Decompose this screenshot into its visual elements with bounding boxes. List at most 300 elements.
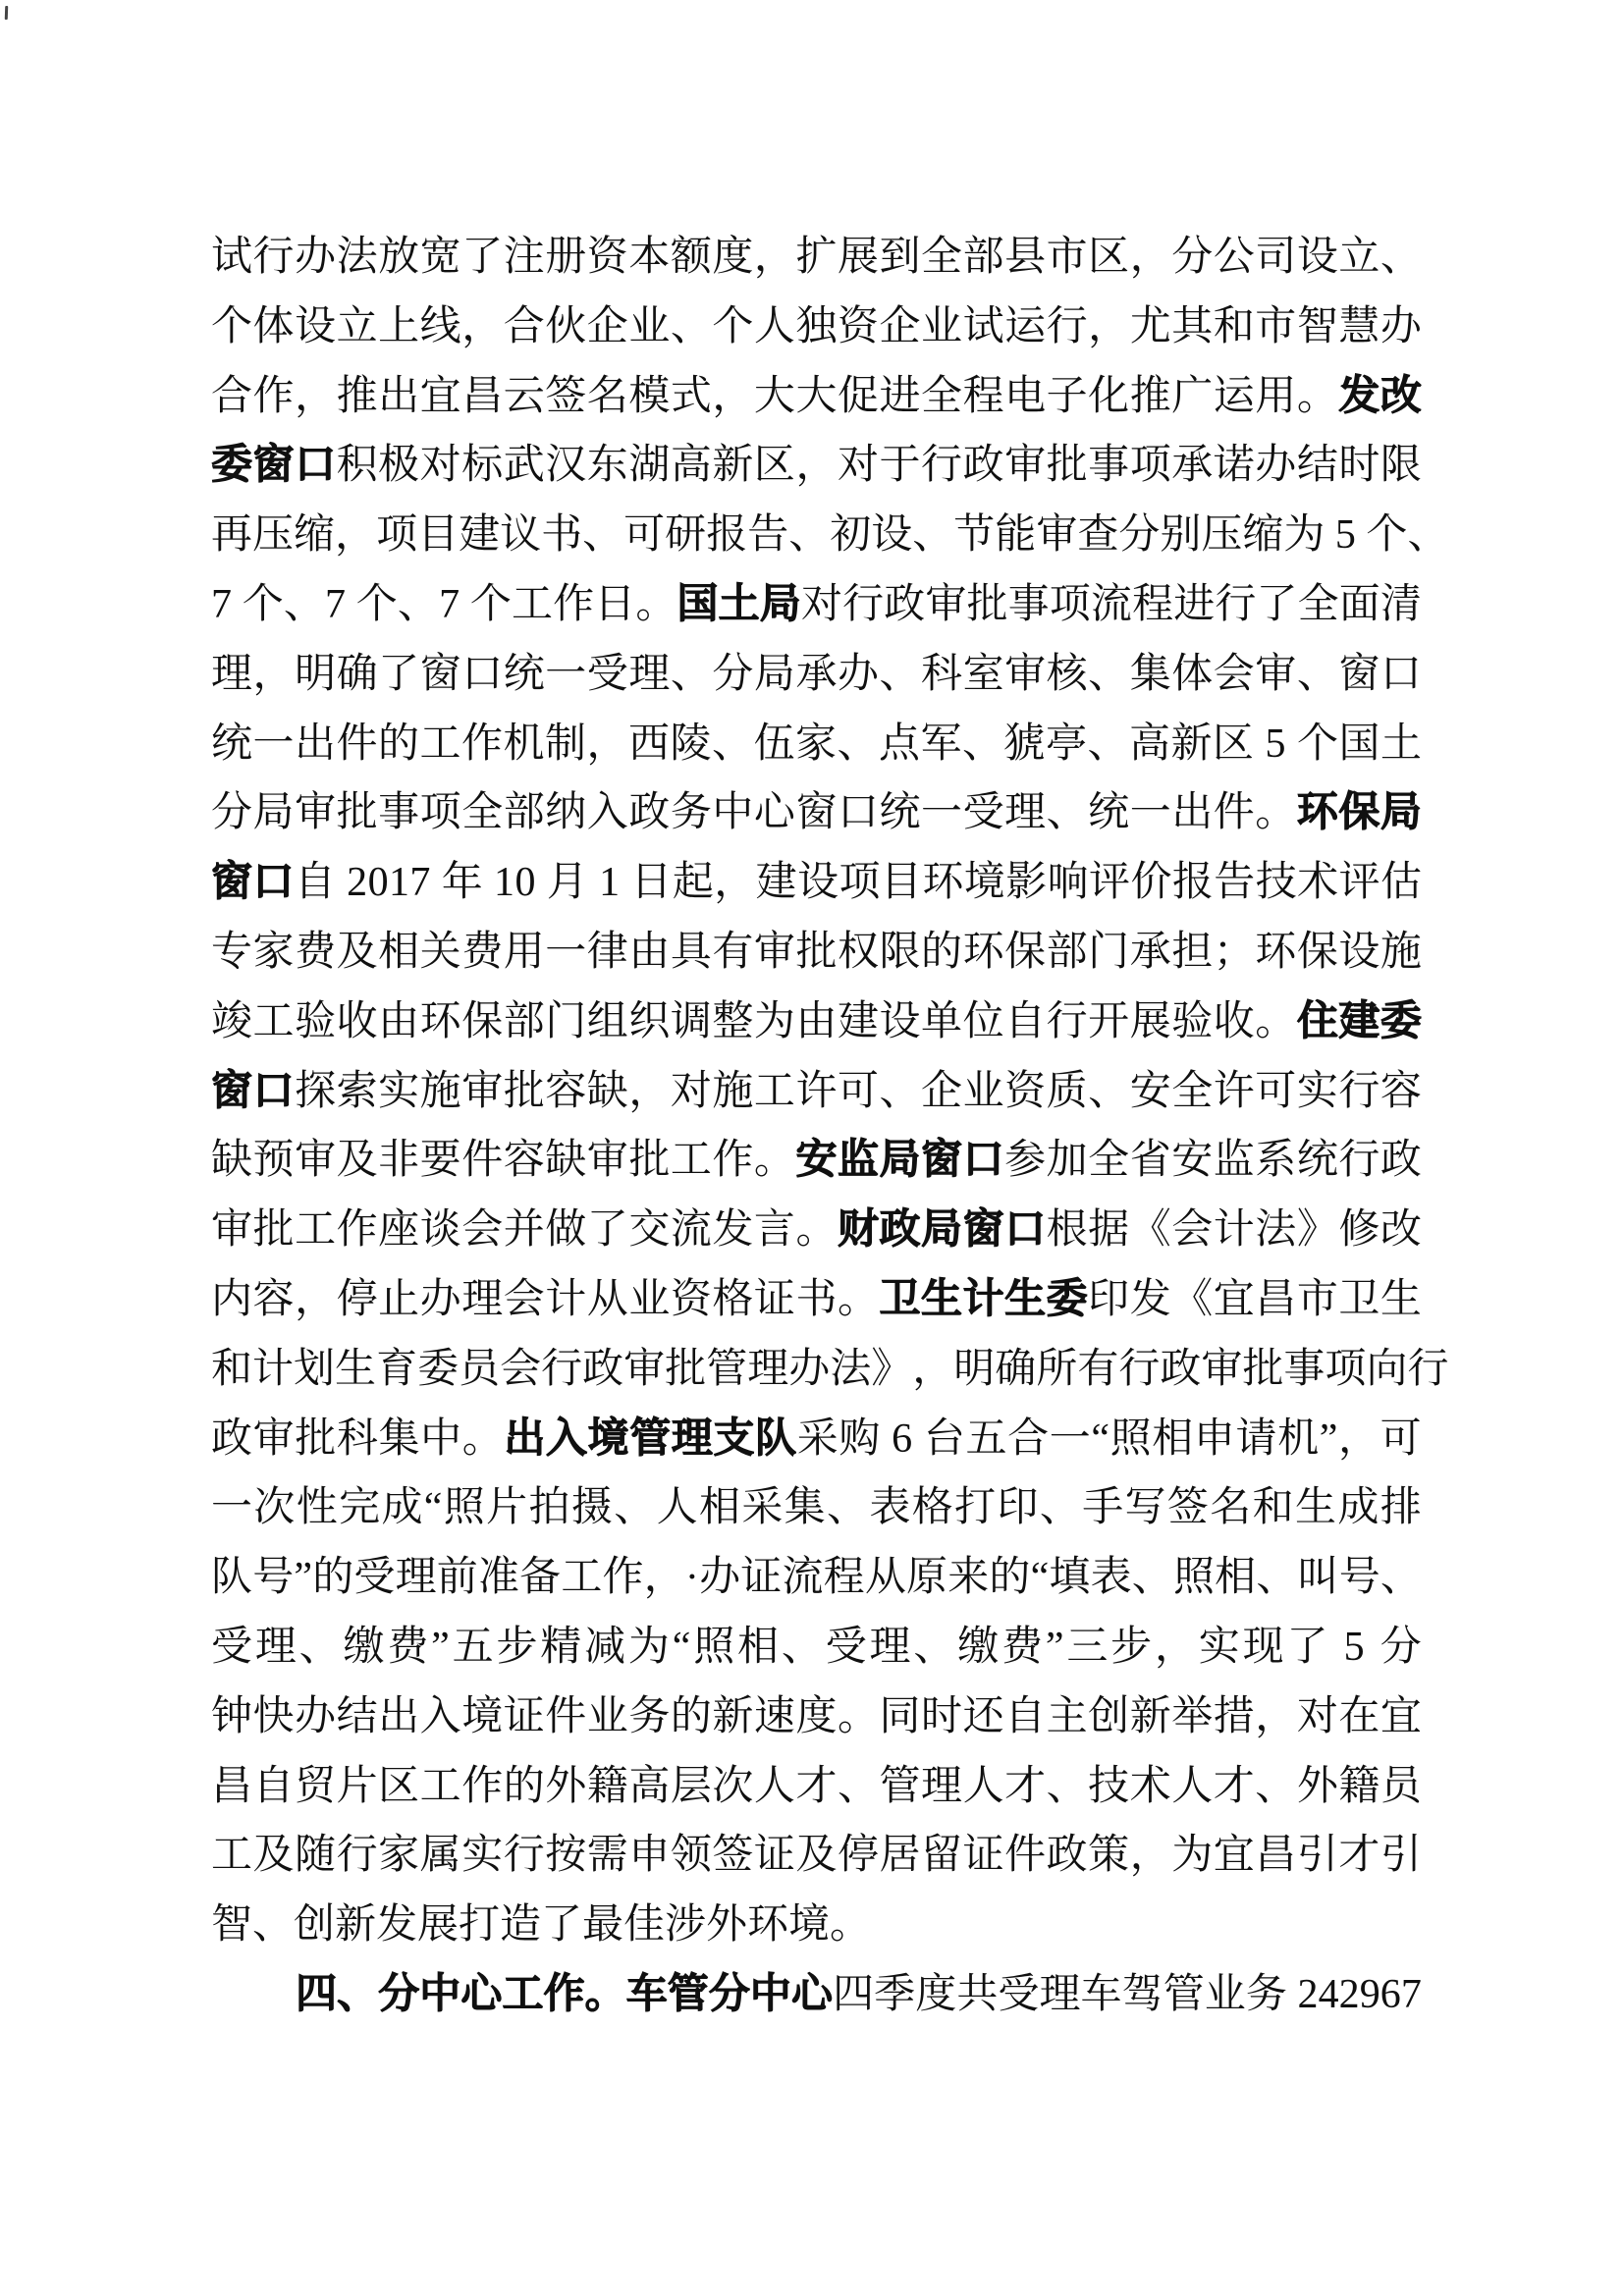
character bbox=[588, 848, 599, 918]
character: 陵 bbox=[670, 721, 712, 767]
character: 次 bbox=[253, 1485, 296, 1531]
character: ” bbox=[1045, 1624, 1064, 1670]
character: 申 bbox=[1193, 1415, 1235, 1462]
character: 行 bbox=[1407, 1346, 1449, 1392]
text-line bbox=[211, 710, 1422, 779]
character: 实 bbox=[1296, 1068, 1338, 1114]
character: 办 bbox=[1255, 443, 1297, 489]
character: 告 bbox=[1214, 860, 1256, 906]
character: 、 bbox=[670, 303, 712, 349]
character: 促 bbox=[837, 373, 879, 419]
character: “ bbox=[423, 1485, 443, 1531]
character bbox=[232, 570, 243, 640]
character: 全 bbox=[461, 790, 504, 836]
character: 全 bbox=[1088, 1138, 1130, 1184]
character: 设 bbox=[295, 303, 337, 349]
bold-character: 住 bbox=[1296, 998, 1338, 1044]
character: 境 bbox=[461, 1693, 504, 1739]
character: 司 bbox=[1255, 235, 1297, 280]
character: 室 bbox=[962, 651, 1004, 697]
character: 土 bbox=[1380, 721, 1422, 767]
character: 工 bbox=[419, 1763, 461, 1809]
character: 行 bbox=[1215, 581, 1257, 627]
character: 电 bbox=[1004, 373, 1047, 419]
character: 由 bbox=[795, 998, 838, 1044]
character: 资 bbox=[670, 1276, 712, 1322]
character: 队 bbox=[211, 1555, 253, 1601]
character: 军 bbox=[920, 721, 962, 767]
character: 确 bbox=[995, 1346, 1037, 1392]
bold-character: 理 bbox=[671, 1415, 713, 1462]
character: 共 bbox=[956, 1971, 999, 2017]
character: 作 bbox=[553, 581, 595, 627]
character: 科 bbox=[921, 651, 963, 697]
character: 资 bbox=[1004, 1068, 1047, 1114]
character: 理 bbox=[254, 1624, 297, 1670]
character: 非 bbox=[378, 1138, 420, 1184]
character: 印 bbox=[997, 1485, 1039, 1531]
character: 统 bbox=[211, 721, 253, 767]
bold-character: 安 bbox=[795, 1138, 838, 1184]
character: 价 bbox=[1130, 860, 1172, 906]
character: 。 bbox=[795, 1207, 838, 1254]
character: 其 bbox=[1171, 303, 1214, 349]
character: 受 bbox=[211, 1624, 253, 1670]
character: 制 bbox=[545, 721, 587, 767]
character: 面 bbox=[1338, 581, 1380, 627]
character: 工 bbox=[670, 1138, 712, 1184]
character: 市 bbox=[1046, 235, 1088, 280]
character: 相 bbox=[378, 929, 420, 975]
character: 审 bbox=[295, 790, 337, 836]
character: 5 bbox=[1265, 721, 1286, 767]
character: 个 bbox=[355, 581, 398, 627]
character: 季 bbox=[874, 1971, 916, 2017]
character: 行 bbox=[252, 235, 295, 280]
character: 《 bbox=[1171, 1276, 1214, 1322]
character: 审 bbox=[753, 929, 795, 975]
text-line bbox=[211, 501, 1449, 570]
character: 和 bbox=[1213, 303, 1255, 349]
character: 成 bbox=[1337, 1485, 1380, 1531]
character: 承 bbox=[795, 651, 838, 697]
character: 件 bbox=[545, 1693, 587, 1739]
bold-character: 窗 bbox=[962, 1207, 1004, 1254]
character: 结 bbox=[1296, 443, 1338, 489]
character: 窗 bbox=[1338, 651, 1380, 697]
character: 2 bbox=[1338, 1971, 1360, 2017]
character: 一 bbox=[1129, 790, 1171, 836]
character: 5 bbox=[1334, 512, 1356, 559]
bold-character: 局 bbox=[1380, 790, 1422, 836]
character: 停 bbox=[336, 1276, 378, 1322]
character: 作 bbox=[602, 1555, 644, 1601]
character: 法 bbox=[830, 1346, 872, 1392]
character: 流 bbox=[1090, 581, 1132, 627]
character: 许 bbox=[1213, 1068, 1255, 1114]
character: 。 bbox=[1296, 373, 1338, 419]
character: 日 bbox=[630, 860, 673, 906]
character: 预 bbox=[252, 1138, 295, 1184]
bold-character: 口 bbox=[295, 443, 337, 489]
bold-character: 。 bbox=[584, 1971, 626, 2017]
character: 行 bbox=[921, 443, 963, 489]
character: 流 bbox=[782, 1555, 824, 1601]
character: 。 bbox=[837, 1693, 879, 1739]
character: 才 bbox=[1213, 1763, 1255, 1809]
character: 企 bbox=[921, 1068, 963, 1114]
character: 。 bbox=[461, 1415, 504, 1462]
character: 审 bbox=[461, 1068, 504, 1114]
character: 》 bbox=[871, 1346, 913, 1392]
character: 公 bbox=[1213, 235, 1255, 280]
text-line bbox=[211, 223, 1422, 293]
character: 作 bbox=[252, 373, 295, 419]
character: 工 bbox=[252, 998, 295, 1044]
character: 对 bbox=[419, 443, 461, 489]
character: 企 bbox=[879, 303, 921, 349]
character: 核 bbox=[1046, 651, 1088, 697]
character: 设 bbox=[879, 998, 921, 1044]
character: 签 bbox=[712, 1833, 754, 1879]
character: 度 bbox=[915, 1971, 957, 2017]
character: 容 bbox=[1380, 1068, 1422, 1114]
character: 谈 bbox=[419, 1207, 461, 1254]
character: 件 bbox=[1213, 790, 1255, 836]
character: 工 bbox=[753, 1068, 795, 1114]
character: 三 bbox=[1066, 1624, 1109, 1670]
character: 安 bbox=[1171, 1138, 1214, 1184]
bold-character: 支 bbox=[713, 1415, 755, 1462]
character: 措 bbox=[1213, 1693, 1255, 1739]
character: 由 bbox=[378, 998, 420, 1044]
character: 运 bbox=[1213, 373, 1255, 419]
character: 停 bbox=[837, 1833, 879, 1879]
character: 用 bbox=[1255, 373, 1297, 419]
character: 座 bbox=[378, 1207, 420, 1254]
character: 集 bbox=[784, 1485, 826, 1531]
character: 理 bbox=[1004, 790, 1047, 836]
character: 环 bbox=[1255, 929, 1297, 975]
bold-character: 局 bbox=[759, 581, 801, 627]
character: 极 bbox=[378, 443, 420, 489]
text-line bbox=[211, 918, 1422, 988]
character: 证 bbox=[740, 1555, 783, 1601]
character: 作 bbox=[461, 1763, 504, 1809]
character bbox=[431, 848, 442, 918]
character: 业 bbox=[628, 1276, 671, 1322]
character bbox=[1287, 1960, 1298, 2030]
character: 报 bbox=[706, 512, 748, 559]
character: 主 bbox=[1046, 1693, 1088, 1739]
character: 、 bbox=[1296, 651, 1338, 697]
character: 向 bbox=[1366, 1346, 1408, 1392]
character: 中 bbox=[420, 1415, 462, 1462]
character bbox=[913, 1405, 924, 1474]
character: 减 bbox=[584, 1624, 626, 1670]
character: 次 bbox=[712, 1763, 754, 1809]
character: 成 bbox=[381, 1485, 423, 1531]
text-segment: 智、创新发展打造了最佳涉外环境。 bbox=[211, 1902, 872, 1949]
character: 。 bbox=[753, 1138, 795, 1184]
bold-character: 窗 bbox=[211, 1068, 253, 1114]
text-line bbox=[211, 1682, 1422, 1752]
character: 业 bbox=[586, 1693, 628, 1739]
character: · bbox=[684, 1555, 699, 1601]
character: 确 bbox=[336, 651, 378, 697]
character: 照 bbox=[1172, 1555, 1215, 1601]
character: 明 bbox=[953, 1346, 996, 1392]
character bbox=[881, 1405, 892, 1474]
character: 全 bbox=[1297, 581, 1339, 627]
character: 、 bbox=[827, 1485, 869, 1531]
character: 的 bbox=[989, 1555, 1031, 1601]
character: 行 bbox=[842, 581, 885, 627]
character: 叫 bbox=[1297, 1555, 1339, 1601]
character: 限 bbox=[879, 929, 921, 975]
character: 4 bbox=[1318, 1971, 1339, 2017]
text-line bbox=[211, 778, 1422, 848]
character: 人 bbox=[753, 303, 795, 349]
character: 了 bbox=[586, 1207, 628, 1254]
character: 全 bbox=[921, 235, 963, 280]
character: 月 bbox=[546, 860, 588, 906]
character: 用 bbox=[503, 929, 545, 975]
bold-character: 窗 bbox=[252, 443, 295, 489]
character: ， bbox=[461, 303, 504, 349]
character: 对 bbox=[837, 443, 879, 489]
character: 做 bbox=[545, 1207, 587, 1254]
character: 、 bbox=[912, 512, 954, 559]
bold-character: 中 bbox=[419, 1971, 461, 2017]
character: 加 bbox=[1046, 1138, 1088, 1184]
character: ， bbox=[628, 1068, 671, 1114]
character: 办 bbox=[295, 235, 337, 280]
character: 宜 bbox=[1380, 1693, 1422, 1739]
character: 担 bbox=[1171, 929, 1214, 975]
character: 缩 bbox=[1242, 512, 1284, 559]
character bbox=[1255, 710, 1266, 779]
text-line bbox=[211, 640, 1422, 710]
character: 展 bbox=[1129, 998, 1171, 1044]
character: 才 bbox=[1338, 1833, 1380, 1879]
character: 、 bbox=[1256, 1555, 1298, 1601]
character: 合 bbox=[211, 373, 253, 419]
character: 言 bbox=[753, 1207, 795, 1254]
character: 全 bbox=[921, 373, 963, 419]
character: 区 bbox=[1088, 235, 1130, 280]
character: 引 bbox=[1296, 1833, 1338, 1879]
character bbox=[1286, 710, 1297, 779]
character: 竣 bbox=[211, 998, 253, 1044]
character: 审 bbox=[1201, 1346, 1243, 1392]
character: 业 bbox=[962, 1068, 1004, 1114]
character: 出 bbox=[295, 721, 337, 767]
character: 2 bbox=[1297, 1971, 1319, 2017]
character: 务 bbox=[628, 1693, 671, 1739]
bold-character: 保 bbox=[1338, 790, 1380, 836]
character: 度 bbox=[795, 1693, 838, 1739]
character: 现 bbox=[1242, 1624, 1284, 1670]
character: 从 bbox=[586, 1276, 628, 1322]
character: 了 bbox=[1286, 1624, 1328, 1670]
document-text bbox=[211, 223, 1449, 2030]
character: 许 bbox=[795, 1068, 838, 1114]
character: 管 bbox=[1163, 1971, 1205, 2017]
character: 同 bbox=[879, 1693, 921, 1739]
character: 7 bbox=[1400, 1971, 1422, 2017]
character: 初 bbox=[830, 512, 872, 559]
character: 统 bbox=[879, 790, 921, 836]
character: 全 bbox=[1171, 1068, 1214, 1114]
bold-character: 生 bbox=[1004, 1276, 1047, 1322]
character: 响 bbox=[1047, 860, 1089, 906]
character: 格 bbox=[911, 1485, 953, 1531]
character: 法 bbox=[1255, 1207, 1297, 1254]
character: 施 bbox=[1380, 929, 1422, 975]
character: 照 bbox=[443, 1485, 485, 1531]
character: 试 bbox=[962, 303, 1004, 349]
character: 受 bbox=[353, 1555, 396, 1601]
character: 门 bbox=[1088, 929, 1130, 975]
text-line bbox=[211, 1891, 1422, 1960]
character: 书 bbox=[541, 512, 583, 559]
character: 在 bbox=[1338, 1693, 1380, 1739]
character: 个 bbox=[469, 581, 512, 627]
character: 创 bbox=[1088, 1693, 1130, 1739]
character: 建 bbox=[459, 512, 501, 559]
text-line bbox=[211, 1821, 1422, 1891]
bold-character: 环 bbox=[1296, 790, 1338, 836]
character: 资 bbox=[586, 235, 628, 280]
character: 作 bbox=[336, 1207, 378, 1254]
character: 中 bbox=[712, 790, 754, 836]
character: 证 bbox=[503, 1693, 545, 1739]
character: 批 bbox=[1046, 443, 1088, 489]
character: 、 bbox=[712, 721, 754, 767]
character bbox=[483, 848, 494, 918]
character: 1 bbox=[388, 860, 409, 906]
bold-character: 计 bbox=[962, 1276, 1004, 1322]
character: 事 bbox=[1088, 443, 1130, 489]
character: 点 bbox=[879, 721, 921, 767]
character: 体 bbox=[252, 303, 295, 349]
character: 工 bbox=[511, 581, 553, 627]
character: 、 bbox=[1046, 1763, 1088, 1809]
character: 一 bbox=[211, 1485, 253, 1531]
bold-character: 生 bbox=[921, 1276, 963, 1322]
character: 交 bbox=[628, 1207, 671, 1254]
character: 合 bbox=[1007, 1415, 1050, 1462]
character: 环 bbox=[419, 998, 461, 1044]
character: 籍 bbox=[1338, 1763, 1380, 1809]
character: 6 bbox=[892, 1415, 913, 1462]
character: 策 bbox=[1088, 1833, 1130, 1879]
character: 独 bbox=[795, 303, 838, 349]
character: 步 bbox=[1110, 1624, 1153, 1670]
character: 留 bbox=[921, 1833, 963, 1879]
character: 整 bbox=[712, 998, 754, 1044]
character: 、 bbox=[781, 1624, 823, 1670]
character: 织 bbox=[628, 998, 671, 1044]
character: ， bbox=[1154, 1624, 1196, 1670]
character: 东 bbox=[586, 443, 628, 489]
character: 限 bbox=[1380, 443, 1422, 489]
character: 相 bbox=[1152, 1415, 1194, 1462]
bold-character: 中 bbox=[749, 1971, 791, 2017]
character: 有 bbox=[712, 929, 754, 975]
text-line bbox=[211, 431, 1422, 501]
character: 业 bbox=[628, 303, 671, 349]
character: 属 bbox=[419, 1833, 461, 1879]
character: 合 bbox=[503, 303, 545, 349]
character: 口 bbox=[837, 790, 879, 836]
character: 办 bbox=[699, 1555, 741, 1601]
character: 个 bbox=[712, 303, 754, 349]
character: 采 bbox=[796, 1415, 839, 1462]
character: 程 bbox=[962, 373, 1004, 419]
character: 项 bbox=[1325, 1346, 1367, 1392]
character: 分 bbox=[1380, 1624, 1422, 1670]
character: 行 bbox=[503, 1833, 545, 1879]
character: 快 bbox=[252, 1693, 295, 1739]
character: 外 bbox=[545, 1763, 587, 1809]
character: 、 bbox=[283, 581, 325, 627]
character: 证 bbox=[962, 1833, 1004, 1879]
character: 线 bbox=[419, 303, 461, 349]
character: 缺 bbox=[586, 1068, 628, 1114]
text-line bbox=[211, 1405, 1422, 1474]
character: 索 bbox=[336, 1068, 378, 1114]
character: 展 bbox=[837, 235, 879, 280]
character: 相 bbox=[698, 1485, 740, 1531]
character: 窗 bbox=[419, 651, 461, 697]
character: 湖 bbox=[628, 443, 671, 489]
character: ” bbox=[431, 1624, 450, 1670]
character: 环 bbox=[922, 860, 964, 906]
bold-character: 管 bbox=[629, 1415, 672, 1462]
character: 安 bbox=[1129, 1068, 1171, 1114]
character: 环 bbox=[962, 929, 1004, 975]
character: 分 bbox=[211, 790, 253, 836]
character: 发 bbox=[712, 1207, 754, 1254]
character: 根 bbox=[1046, 1207, 1088, 1254]
character: 行 bbox=[1118, 1346, 1161, 1392]
character: 钟 bbox=[211, 1693, 253, 1739]
character: 受 bbox=[998, 1971, 1040, 2017]
character: 、 bbox=[670, 651, 712, 697]
character: 家 bbox=[252, 929, 295, 975]
text-line bbox=[211, 1265, 1422, 1335]
character: 容 bbox=[503, 1138, 545, 1184]
character: 个 bbox=[1366, 512, 1408, 559]
character: 广 bbox=[1171, 373, 1214, 419]
text-line bbox=[211, 570, 1422, 640]
character: 才 bbox=[795, 1763, 838, 1809]
character: 理 bbox=[1039, 1971, 1081, 2017]
bold-character: 口 bbox=[1004, 1207, 1047, 1254]
character: 伍 bbox=[753, 721, 795, 767]
character: 家 bbox=[378, 1833, 420, 1879]
character: 专 bbox=[211, 929, 253, 975]
character: 昌 bbox=[211, 1763, 253, 1809]
character: 高 bbox=[628, 1763, 671, 1809]
character: 会 bbox=[1213, 651, 1255, 697]
character: 作 bbox=[712, 1138, 754, 1184]
text-line bbox=[211, 1613, 1422, 1682]
character: 再 bbox=[211, 512, 253, 559]
bold-character: 局 bbox=[879, 1138, 921, 1184]
